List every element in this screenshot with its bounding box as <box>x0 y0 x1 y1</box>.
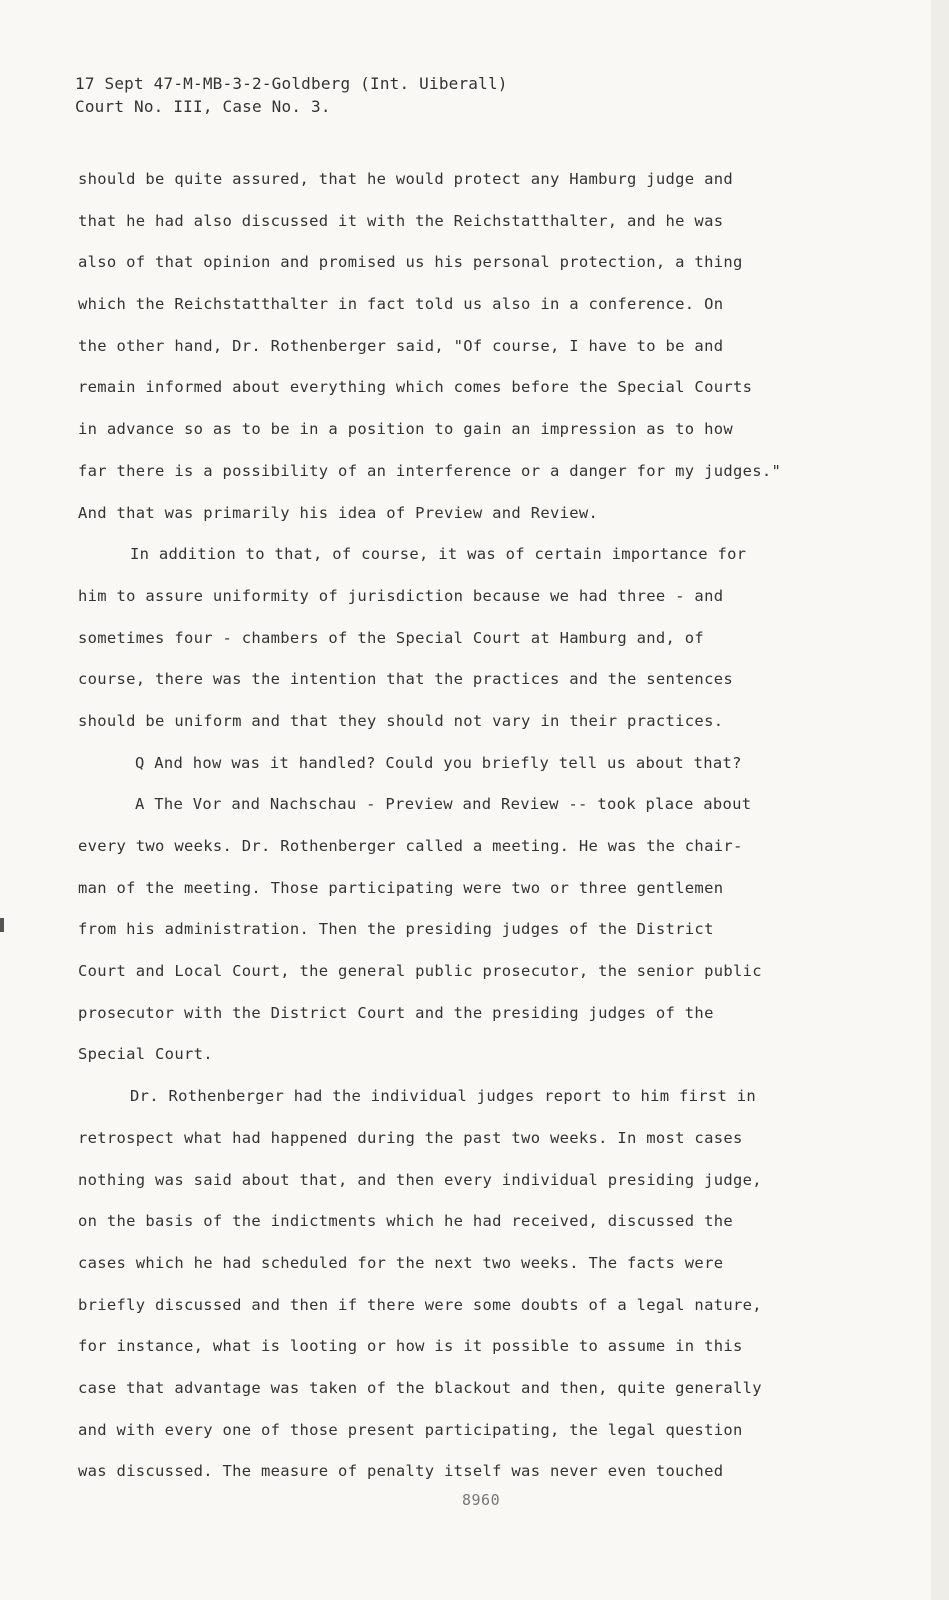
page-number: 8960 <box>462 1491 501 1509</box>
text-line: In addition to that, of course, it was of certain importance for <box>130 545 747 564</box>
text-line: was discussed. The measure of penalty itself was never even touched <box>78 1462 724 1481</box>
text-line: from his administration. Then the presiding judges of the District <box>78 920 714 939</box>
text-line: should be uniform and that they should not vary in their practices. <box>78 711 724 730</box>
header-court-line: Court No. III, Case No. 3. <box>75 97 331 116</box>
text-line: that he had also discussed it with the Reichstatthalter, and he was <box>78 211 724 230</box>
text-line: man of the meeting. Those participating were two or three gentlemen <box>78 878 724 897</box>
text-line: on the basis of the indictments which he had received, discussed the <box>78 1212 733 1231</box>
text-line: retrospect what had happened during the past two weeks. In most cases <box>78 1128 743 1147</box>
page-edge <box>931 0 949 1600</box>
text-line: Special Court. <box>78 1045 213 1064</box>
text-line: the other hand, Dr. Rothenberger said, "Of course, I have to be and <box>78 336 724 355</box>
text-line: Dr. Rothenberger had the individual judges report to him first in <box>130 1087 757 1106</box>
text-line: should be quite assured, that he would protect any Hamburg judge and <box>78 170 733 188</box>
question-line: Q And how was it handled? Could you briefly tell us about that? <box>135 753 742 772</box>
document-header <box>75 72 508 118</box>
text-line: Court and Local Court, the general public prosecutor, the senior public <box>78 962 762 981</box>
answer-line: A The Vor and Nachschau - Preview and Review -- took place about <box>135 795 752 814</box>
text-line: cases which he had scheduled for the next two weeks. The facts were <box>78 1253 724 1272</box>
text-line: him to assure uniformity of jurisdiction because we had three - and <box>78 586 724 605</box>
header-case-line: 17 Sept 47-M-MB-3-2-Goldberg (Int. Uiberall) <box>75 74 508 93</box>
text-line: briefly discussed and then if there were some doubts of a legal nature, <box>78 1295 762 1314</box>
text-line: remain informed about everything which comes before the Special Courts <box>78 378 753 397</box>
text-line: nothing was said about that, and then every individual presiding judge, <box>78 1170 762 1189</box>
transcript-body <box>78 159 878 1493</box>
text-line: case that advantage was taken of the blackout and then, quite generally <box>78 1378 762 1397</box>
text-line: far there is a possibility of an interference or a danger for my judges." <box>78 461 782 480</box>
text-line: every two weeks. Dr. Rothenberger called a meeting. He was the chair- <box>78 837 743 855</box>
text-line: for instance, what is looting or how is it possible to assume in this <box>78 1337 743 1356</box>
text-line: and with every one of those present participating, the legal question <box>78 1420 743 1439</box>
text-line: in advance so as to be in a position to gain an impression as to how <box>78 420 733 439</box>
text-line: sometimes four - chambers of the Special Court at Hamburg and, of <box>78 628 705 647</box>
text-line: And that was primarily his idea of Preview and Review. <box>78 503 599 522</box>
text-line: also of that opinion and promised us his personal protection, a thing <box>78 253 743 272</box>
text-line: which the Reichstatthalter in fact told us also in a conference. On <box>78 295 724 314</box>
text-line: course, there was the intention that the practices and the sentences <box>78 670 733 689</box>
text-line: prosecutor with the District Court and the presiding judges of the <box>78 1003 714 1022</box>
margin-mark <box>0 918 4 932</box>
